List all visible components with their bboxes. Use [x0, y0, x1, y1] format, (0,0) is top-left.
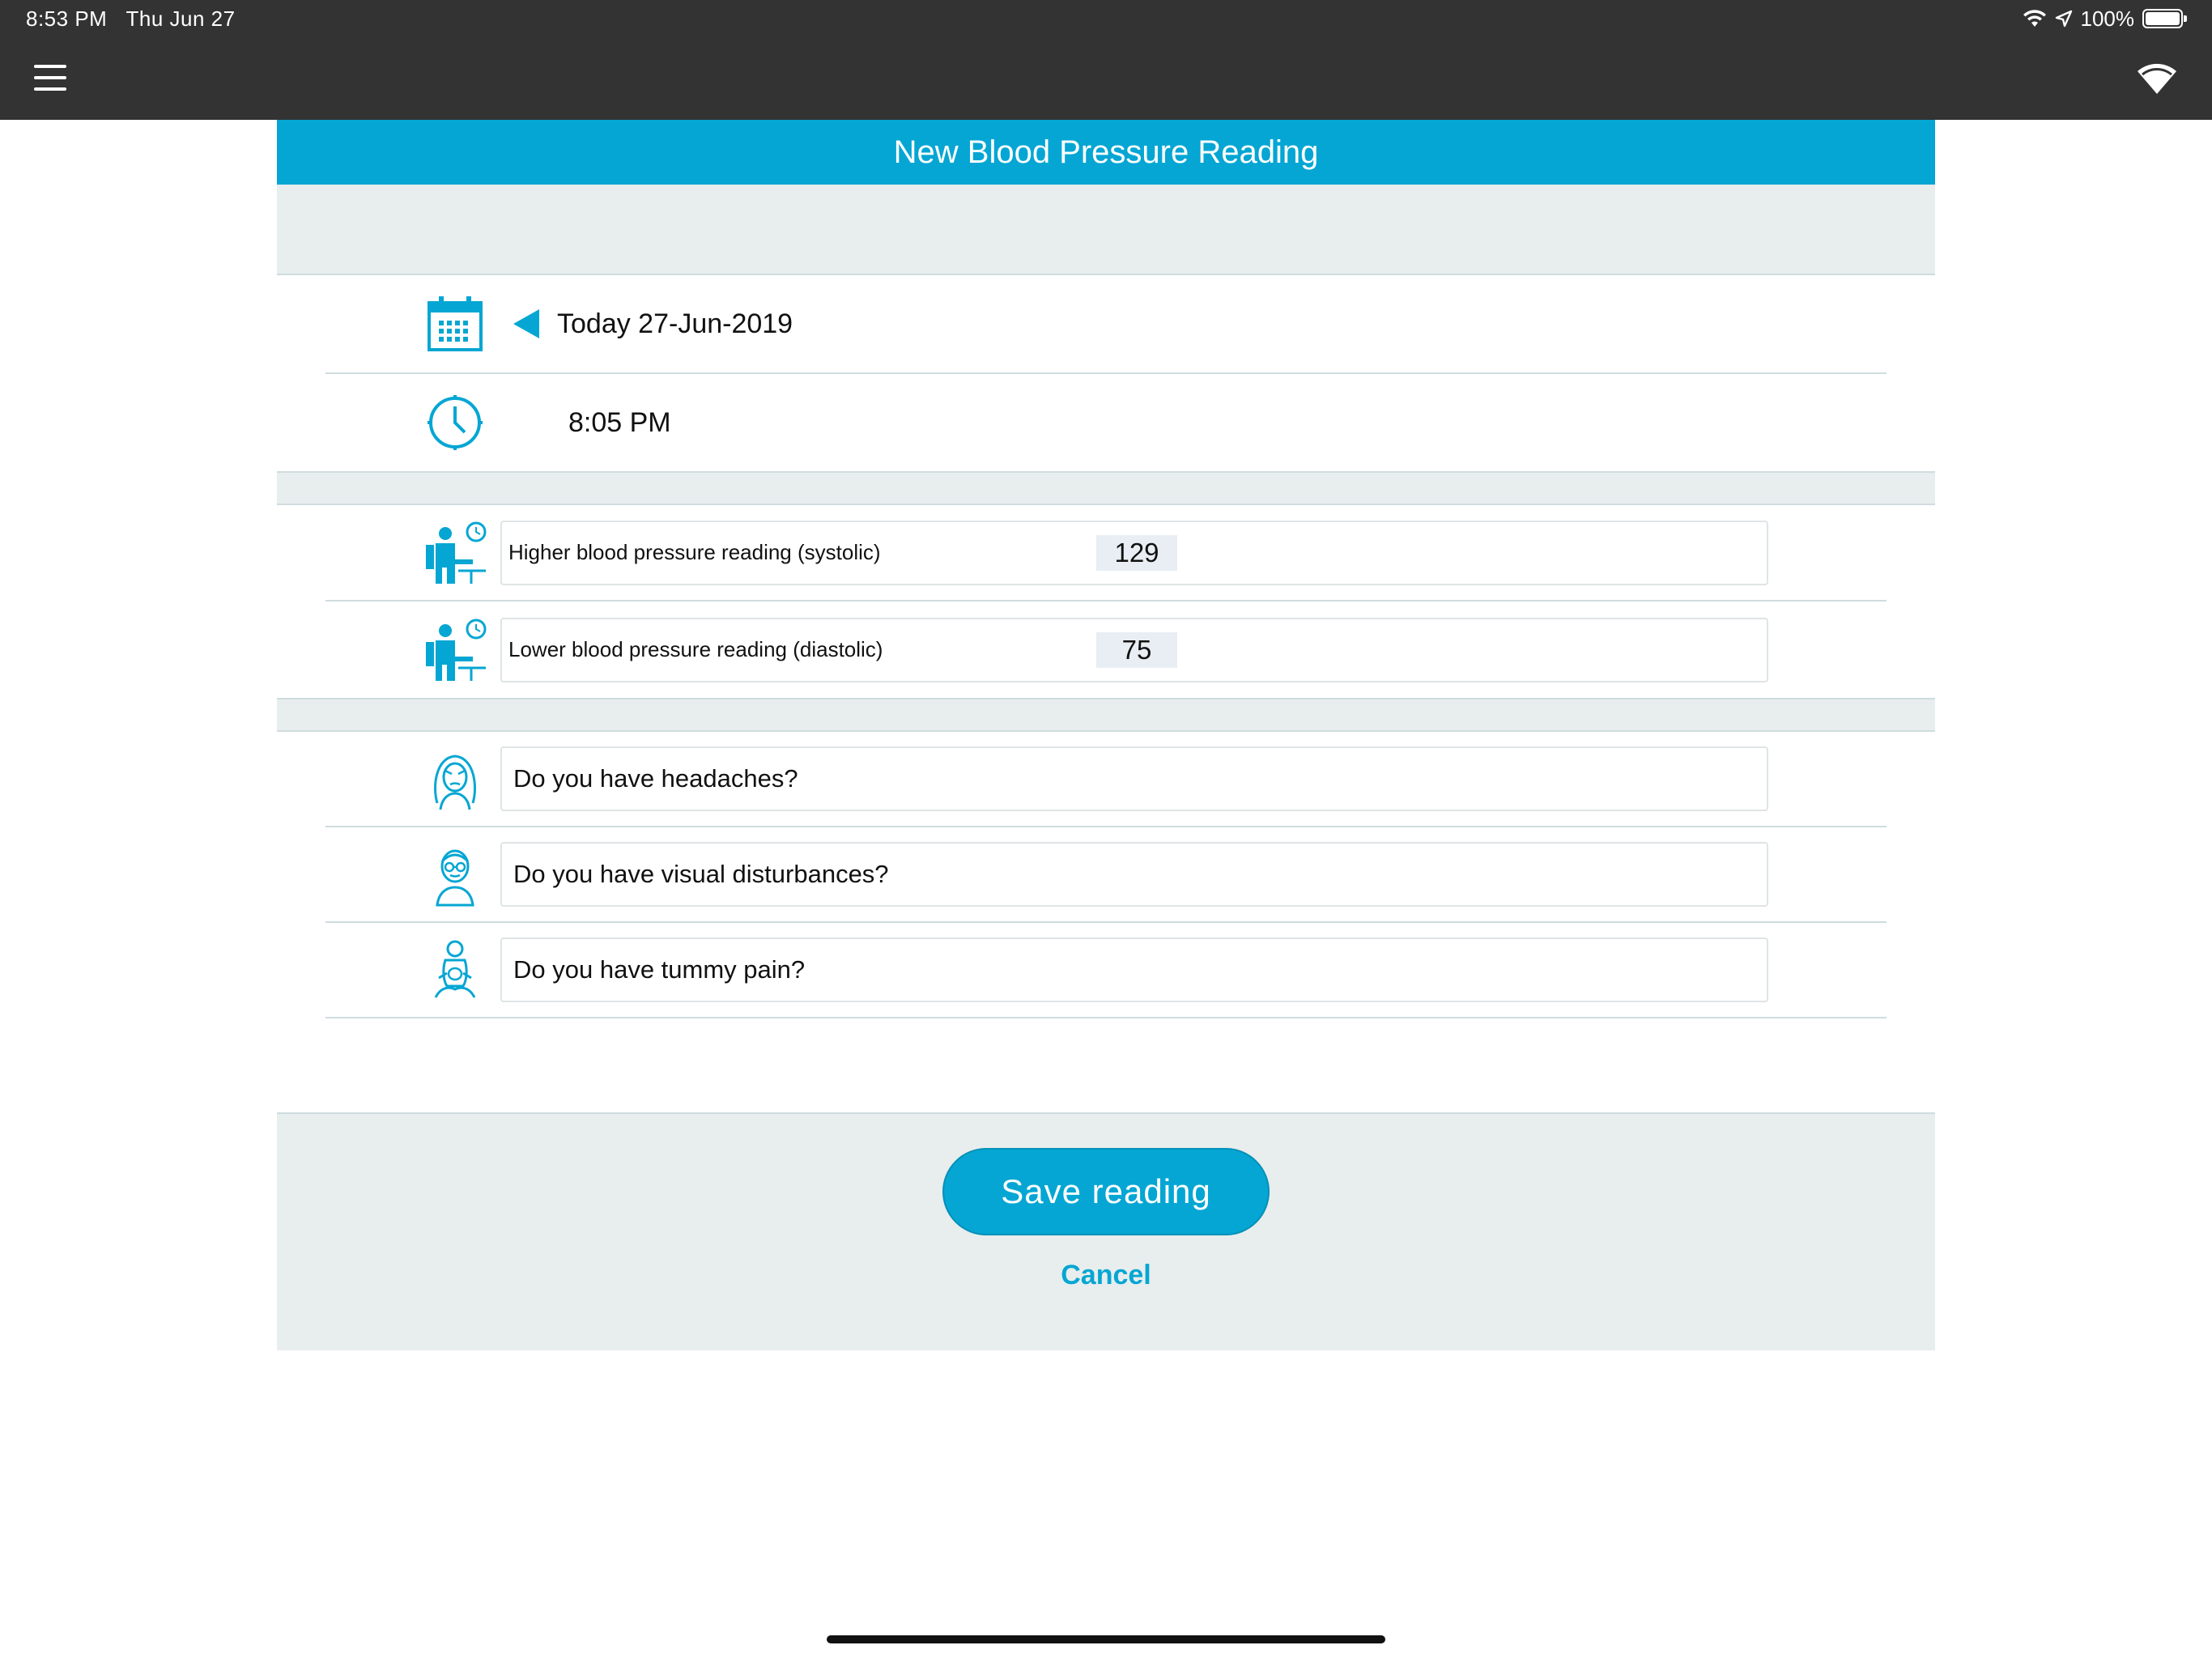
systolic-label: Higher blood pressure reading (systolic)	[508, 540, 881, 564]
calendar-icon	[423, 291, 487, 356]
previous-day-icon[interactable]	[512, 308, 541, 340]
reading-time[interactable]: 8:05 PM	[568, 406, 671, 438]
save-reading-button[interactable]: Save reading	[942, 1148, 1270, 1235]
headache-icon	[423, 746, 487, 811]
cancel-link[interactable]: Cancel	[1061, 1260, 1151, 1290]
status-clock: 8:53 PM	[26, 6, 108, 31]
battery-percent: 100%	[2080, 6, 2134, 31]
section-divider	[277, 698, 1935, 732]
systolic-row	[325, 505, 1887, 602]
systolic-field[interactable]	[500, 521, 1768, 585]
headache-row	[325, 732, 1887, 827]
header-band	[277, 185, 1935, 275]
visual-label: Do you have visual disturbances?	[513, 860, 889, 888]
time-row	[325, 374, 1887, 471]
tummy-row	[325, 923, 1887, 1018]
headache-question[interactable]	[500, 746, 1768, 811]
reading-date[interactable]: Today 27-Jun-2019	[557, 308, 793, 339]
clock-icon	[423, 390, 487, 455]
location-icon	[2055, 10, 2073, 28]
wifi-icon[interactable]	[2136, 62, 2178, 96]
tummy-question[interactable]	[500, 937, 1768, 1002]
top-bar	[0, 0, 2212, 120]
blood-pressure-icon	[423, 521, 487, 585]
headache-label: Do you have headaches?	[513, 764, 798, 793]
diastolic-field[interactable]	[500, 618, 1768, 682]
home-indicator[interactable]	[827, 1635, 1385, 1643]
systolic-value[interactable]: 129	[1096, 535, 1177, 571]
status-time	[26, 6, 236, 32]
battery-icon	[2142, 9, 2183, 28]
tummy-label: Do you have tummy pain?	[513, 955, 806, 984]
section-divider	[277, 471, 1935, 505]
reading-panel	[277, 120, 1935, 1350]
date-row	[325, 275, 1887, 374]
form-spacer	[277, 1018, 1935, 1114]
wifi-status-icon	[2023, 9, 2047, 28]
status-indicators	[2023, 5, 2184, 32]
blood-pressure-icon	[423, 618, 487, 682]
diastolic-row	[325, 602, 1887, 698]
hamburger-menu-icon[interactable]	[34, 65, 66, 91]
actions-band	[277, 1114, 1935, 1350]
visual-disturbance-icon	[423, 842, 487, 907]
diastolic-value[interactable]: 75	[1096, 632, 1177, 668]
tummy-pain-icon	[423, 937, 487, 1002]
status-date: Thu Jun 27	[125, 6, 236, 31]
visual-question[interactable]	[500, 842, 1768, 907]
page-title: New Blood Pressure Reading	[277, 120, 1935, 185]
visual-row	[325, 827, 1887, 923]
diastolic-label: Lower blood pressure reading (diastolic)	[508, 637, 883, 661]
